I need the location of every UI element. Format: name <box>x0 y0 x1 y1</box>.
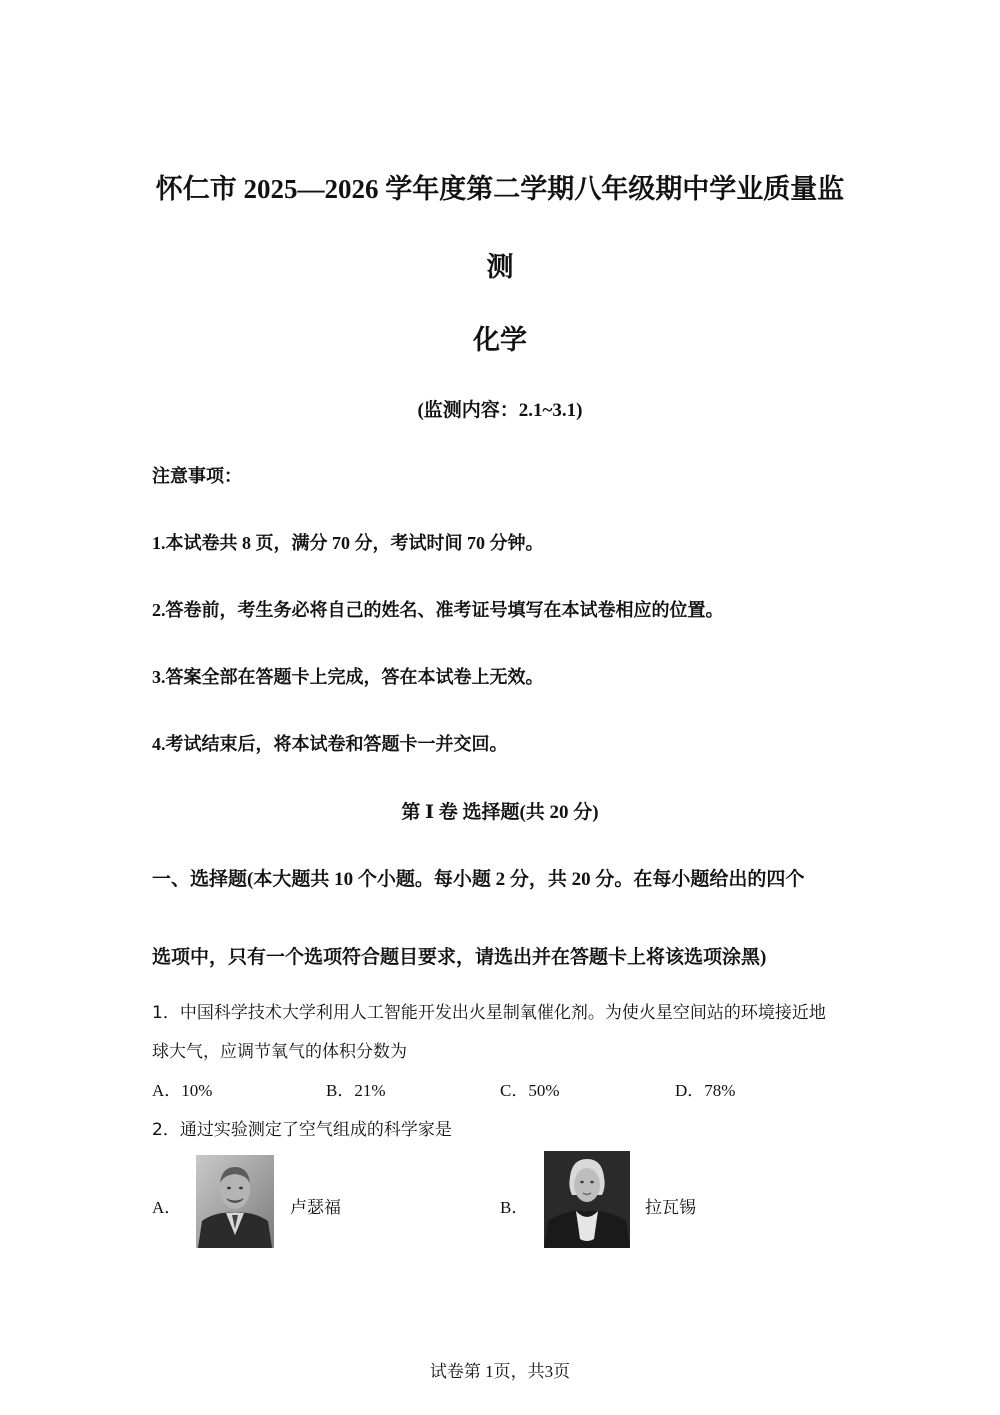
notice-item: 4.考试结束后，将本试卷和答题卡一并交回。 <box>152 734 508 754</box>
question-2-option-b-text: 拉瓦锡 <box>645 1198 696 1218</box>
notice-heading: 注意事项： <box>152 466 242 486</box>
page-footer: 试卷第 1页，共3页 <box>429 1362 571 1381</box>
notice-item: 2.答卷前，考生务必将自己的姓名、准考证号填写在本试卷相应的位置。 <box>152 600 724 620</box>
part1-heading: 第 Ⅰ 卷 选择题(共 20 分) <box>401 802 599 823</box>
question-2-option-a-letter: A． <box>152 1198 182 1217</box>
exam-scope: (监测内容：2.1~3.1) <box>417 400 583 421</box>
notice-item: 3.答案全部在答题卡上完成，答在本试卷上无效。 <box>152 667 544 687</box>
option-letter: B． <box>326 1081 355 1100</box>
option-text: 50% <box>528 1081 560 1100</box>
question-1-stem-line1: 1．中国科学技术大学利用人工智能开发出火星制氧催化剂。为使火星空间站的环境接近地 <box>152 1003 826 1023</box>
rutherford-portrait-image <box>196 1155 274 1248</box>
question-2-option-a-text: 卢瑟福 <box>290 1198 341 1218</box>
notice-item: 1.本试卷共 8 页，满分 70 分，考试时间 70 分钟。 <box>152 533 544 553</box>
subject-title: 化学 <box>473 325 527 355</box>
exam-title-line1: 怀仁市 2025—2026 学年度第二学期八年级期中学业质量监 <box>155 174 845 204</box>
option-letter: A． <box>152 1081 182 1100</box>
question-1-stem-line2: 球大气，应调节氧气的体积分数为 <box>152 1042 407 1062</box>
option-text: 21% <box>354 1081 386 1100</box>
question-1-option-d <box>675 1076 735 1101</box>
question-1-option-c <box>500 1076 560 1101</box>
option-text: 10% <box>181 1081 213 1100</box>
question-1-option-b <box>326 1076 386 1101</box>
question-2-stem: 2．通过实验测定了空气组成的科学家是 <box>152 1120 452 1140</box>
question-1-option-a <box>152 1076 212 1101</box>
question-2-option-b-letter: B． <box>500 1198 529 1217</box>
exam-title-line2: 测 <box>486 252 514 282</box>
section-heading-line1: 一、选择题(本大题共 10 个小题。每小题 2 分，共 20 分。在每小题给出的四个 <box>152 869 805 890</box>
section-heading-line2: 选项中，只有一个选项符合题目要求，请选出并在答题卡上将该选项涂黑) <box>152 947 767 968</box>
option-text: 78% <box>704 1081 736 1100</box>
option-letter: C． <box>500 1081 529 1100</box>
option-letter: D． <box>675 1081 705 1100</box>
lavoisier-portrait-image <box>544 1151 630 1248</box>
